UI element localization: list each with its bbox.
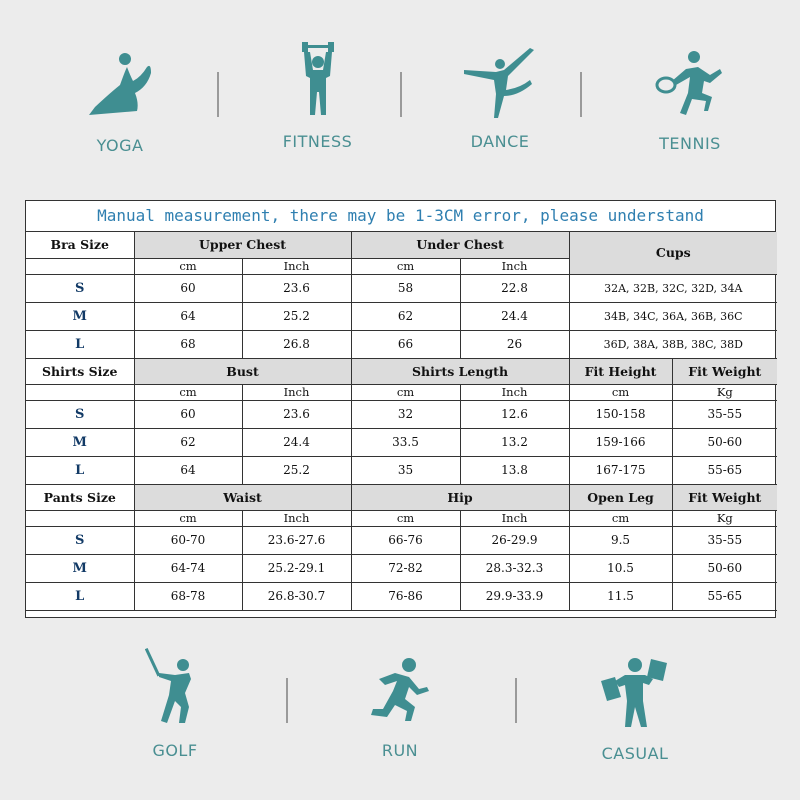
run-icon — [365, 655, 435, 725]
table-cell: 55-65 — [672, 582, 777, 610]
table-cell: 64 — [134, 456, 242, 484]
pants-units-row — [26, 510, 777, 526]
unit-cell: cm — [134, 384, 242, 400]
table-cell: 58 — [351, 274, 460, 302]
size-label: M — [26, 302, 134, 330]
table-cell: 32 — [351, 400, 460, 428]
activity-label: RUN — [381, 741, 419, 760]
table-cell: 26.8-30.7 — [242, 582, 351, 610]
table-cell: 159-166 — [569, 428, 672, 456]
unit-cell: Inch — [460, 384, 569, 400]
fit-height-header: Fit Height — [569, 358, 672, 384]
table-cell: 68 — [134, 330, 242, 358]
size-label: S — [26, 274, 134, 302]
shirts-length-header: Shirts Length — [351, 358, 569, 384]
table-cell: 66 — [351, 330, 460, 358]
cups-cell: 34B, 34C, 36A, 36B, 36C — [569, 302, 777, 330]
table-row — [26, 456, 777, 484]
shirts-header-row — [26, 358, 777, 384]
bust-header: Bust — [134, 358, 351, 384]
table-cell: 35 — [351, 456, 460, 484]
table-cell: 9.5 — [569, 526, 672, 554]
unit-cell: cm — [569, 510, 672, 526]
table-cell: 26-29.9 — [460, 526, 569, 554]
table-cell: 26.8 — [242, 330, 351, 358]
open-leg-header: Open Leg — [569, 484, 672, 510]
table-cell: 60-70 — [134, 526, 242, 554]
table-cell: 35-55 — [672, 526, 777, 554]
table-cell: 76-86 — [351, 582, 460, 610]
size-label: S — [26, 526, 134, 554]
activity-label: YOGA — [96, 136, 144, 155]
table-cell: 60 — [134, 274, 242, 302]
activity-tennis — [640, 45, 740, 153]
table-cell: 150-158 — [569, 400, 672, 428]
table-cell: 50-60 — [672, 428, 777, 456]
activity-label: TENNIS — [659, 134, 721, 153]
unit-cell: cm — [134, 258, 242, 274]
size-table — [26, 232, 777, 611]
table-cell: 11.5 — [569, 582, 672, 610]
size-label: M — [26, 428, 134, 456]
unit-cell: cm — [134, 510, 242, 526]
shirts-size-header: Shirts Size — [26, 358, 134, 384]
activity-label: GOLF — [152, 741, 198, 760]
size-label: L — [26, 582, 134, 610]
unit-cell: cm — [351, 258, 460, 274]
table-cell: 12.6 — [460, 400, 569, 428]
unit-cell: Kg — [672, 510, 777, 526]
bra-header-row — [26, 232, 777, 258]
unit-cell: Inch — [242, 384, 351, 400]
table-cell: 62 — [351, 302, 460, 330]
activity-label: FITNESS — [282, 132, 353, 151]
pants-header-row — [26, 484, 777, 510]
fit-weight-header: Fit Weight — [672, 358, 777, 384]
table-row — [26, 428, 777, 456]
unit-cell: cm — [351, 510, 460, 526]
unit-cell: cm — [351, 384, 460, 400]
table-cell: 64-74 — [134, 554, 242, 582]
divider — [286, 678, 288, 723]
table-row — [26, 526, 777, 554]
table-cell: 72-82 — [351, 554, 460, 582]
size-label: L — [26, 330, 134, 358]
table-cell: 22.8 — [460, 274, 569, 302]
size-label: S — [26, 400, 134, 428]
size-label: L — [26, 456, 134, 484]
yoga-icon — [75, 45, 165, 120]
casual-icon — [595, 655, 675, 730]
table-cell: 35-55 — [672, 400, 777, 428]
cups-cell: 36D, 38A, 38B, 38C, 38D — [569, 330, 777, 358]
table-cell: 23.6 — [242, 400, 351, 428]
table-cell: 29.9-33.9 — [460, 582, 569, 610]
cups-header: Cups — [569, 232, 777, 274]
size-label: M — [26, 554, 134, 582]
table-row — [26, 274, 777, 302]
activity-yoga — [70, 45, 170, 155]
table-cell: 10.5 — [569, 554, 672, 582]
table-cell: 167-175 — [569, 456, 672, 484]
size-chart — [25, 200, 776, 618]
activity-run — [355, 655, 445, 760]
table-cell: 55-65 — [672, 456, 777, 484]
table-cell: 68-78 — [134, 582, 242, 610]
unit-cell: Kg — [672, 384, 777, 400]
divider — [580, 72, 582, 117]
table-cell: 33.5 — [351, 428, 460, 456]
activity-golf — [130, 645, 220, 760]
unit-cell: Inch — [460, 510, 569, 526]
waist-header: Waist — [134, 484, 351, 510]
pants-size-header: Pants Size — [26, 484, 134, 510]
unit-cell: cm — [569, 384, 672, 400]
table-row — [26, 330, 777, 358]
table-row — [26, 302, 777, 330]
table-cell: 13.2 — [460, 428, 569, 456]
table-cell: 66-76 — [351, 526, 460, 554]
activity-label: CASUAL — [601, 744, 669, 763]
dance-icon — [460, 40, 540, 120]
unit-cell: Inch — [242, 258, 351, 274]
divider — [217, 72, 219, 117]
unit-cell: Inch — [242, 510, 351, 526]
golf-icon — [145, 645, 205, 725]
table-row — [26, 582, 777, 610]
table-cell: 23.6 — [242, 274, 351, 302]
table-cell: 62 — [134, 428, 242, 456]
activity-label: DANCE — [470, 132, 530, 151]
table-cell: 25.2-29.1 — [242, 554, 351, 582]
bra-size-header: Bra Size — [26, 232, 134, 258]
table-cell: 60 — [134, 400, 242, 428]
table-cell: 13.8 — [460, 456, 569, 484]
table-cell: 24.4 — [242, 428, 351, 456]
under-chest-header: Under Chest — [351, 232, 569, 258]
tennis-icon — [650, 45, 730, 120]
table-cell: 26 — [460, 330, 569, 358]
upper-chest-header: Upper Chest — [134, 232, 351, 258]
activity-fitness — [265, 40, 370, 151]
divider — [400, 72, 402, 117]
table-cell: 23.6-27.6 — [242, 526, 351, 554]
divider — [515, 678, 517, 723]
unit-cell: Inch — [460, 258, 569, 274]
table-row — [26, 554, 777, 582]
shirts-units-row — [26, 384, 777, 400]
table-cell: 25.2 — [242, 302, 351, 330]
table-cell: 64 — [134, 302, 242, 330]
activity-casual — [585, 655, 685, 763]
measurement-notice: Manual measurement, there may be 1-3CM error, please understand — [26, 201, 775, 232]
fitness-icon — [288, 40, 348, 120]
table-cell: 24.4 — [460, 302, 569, 330]
cups-cell: 32A, 32B, 32C, 32D, 34A — [569, 274, 777, 302]
fit-weight-header: Fit Weight — [672, 484, 777, 510]
table-cell: 25.2 — [242, 456, 351, 484]
hip-header: Hip — [351, 484, 569, 510]
table-cell: 28.3-32.3 — [460, 554, 569, 582]
activity-dance — [450, 40, 550, 151]
table-row — [26, 400, 777, 428]
table-cell: 50-60 — [672, 554, 777, 582]
